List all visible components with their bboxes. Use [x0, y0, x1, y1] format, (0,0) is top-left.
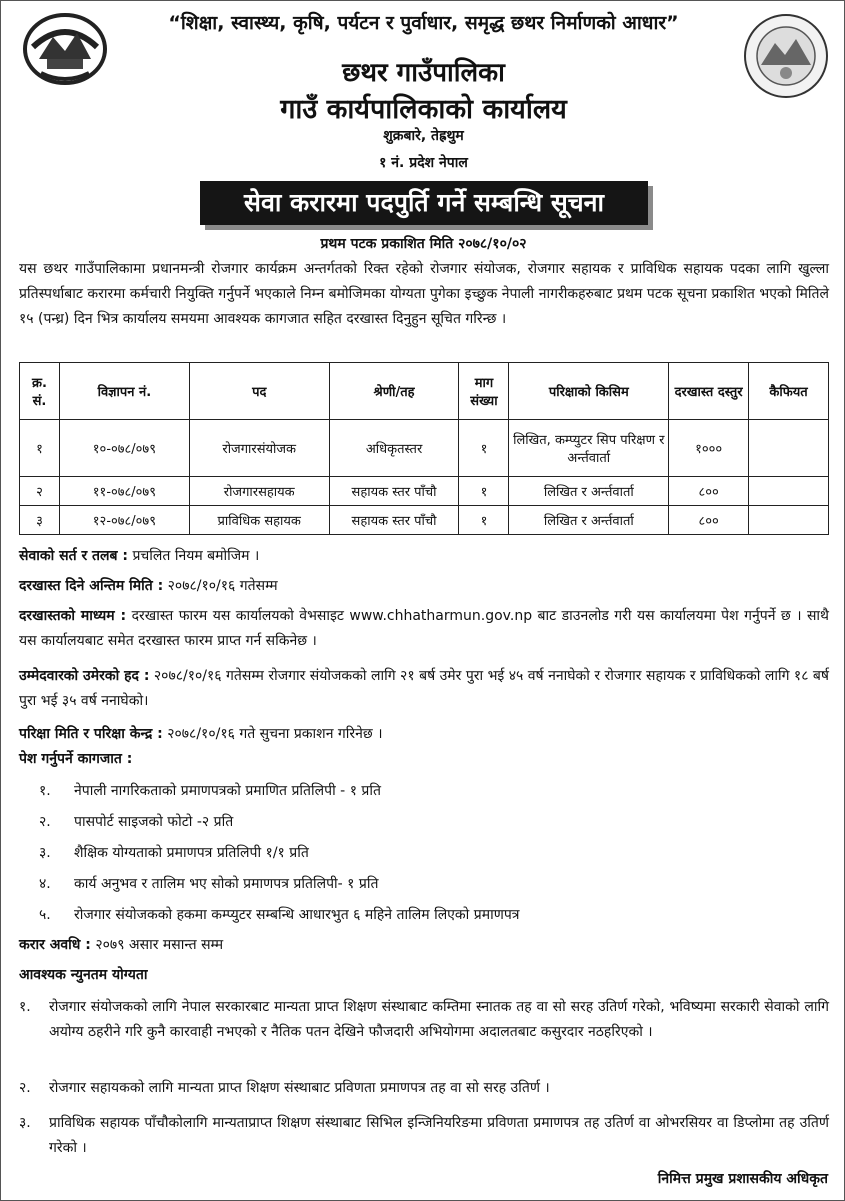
cell: रोजगारसहायक	[189, 477, 329, 506]
cell: लिखित र अर्न्तवार्ता	[509, 477, 669, 506]
age-limit-label: उम्मेदवारको उमेरको हद :	[19, 668, 150, 684]
col-serial: क्र. सं.	[20, 363, 60, 420]
contract-section	[19, 933, 829, 958]
cell: प्राविधिक सहायक	[189, 506, 329, 535]
address-line-1: शुक्रबारे, तेह्रथुम	[383, 128, 464, 144]
col-exam-type: परिक्षाको किसिम	[509, 363, 669, 420]
deadline-label: दरखास्त दिने अन्तिम मिति :	[19, 578, 164, 594]
cell: अधिकृतस्तर	[329, 420, 459, 477]
qualification-item: ३. प्राविधिक सहायक पाँचौकोलागि मान्यताप्राप्त शिक्षण संस्थाबाट सिभिल इन्जिनियरिङमा प्रविणता प्रमाणपत्र तह उतिर्ण वा ओभरसियर वा डिप्लोमा तह उतिर्ण गरेको ।	[19, 1115, 829, 1156]
cell: १	[20, 420, 60, 477]
contract-text: २०७९ असार मसान्त सम्म	[95, 937, 224, 953]
cell: १२-०७८/०७९	[59, 506, 189, 535]
cell: २	[20, 477, 60, 506]
table-row	[20, 506, 829, 535]
terms-text: प्रचलित नियम बमोजिम ।	[132, 548, 260, 564]
office-name: गाउँ कार्यपालिकाको कार्यालय	[280, 94, 567, 125]
cell: लिखित, कम्प्युटर सिप परिक्षण र अर्न्तवार्ता	[509, 420, 669, 477]
cell: १	[459, 420, 509, 477]
qualifications-label: आवश्यक न्युनतम योग्यता	[19, 967, 148, 983]
col-level: श्रेणी/तह	[329, 363, 459, 420]
vacancy-table	[19, 362, 829, 535]
cell	[749, 477, 829, 506]
cell	[749, 420, 829, 477]
list-item: १. नेपाली नागरिकताको प्रमाणपत्रको प्रमाणित प्रतिलिपी - १ प्रति	[39, 783, 381, 799]
cell: ३	[20, 506, 60, 535]
contract-label: करार अवधि :	[19, 937, 91, 953]
address-line-2: १ नं. प्रदेश नेपाल	[379, 155, 468, 171]
col-fee: दरखास्त दस्तुर	[669, 363, 749, 420]
cell: १०-०७८/०७९	[59, 420, 189, 477]
intro-paragraph: यस छथर गाउँपालिकामा प्रधानमन्त्री रोजगार कार्यक्रम अन्तर्गतको रिक्त रहेको रोजगार संयोजक, रोजगार सहायक र प्राविधिक सहायक पदका लागि खुल्ला प्रतिस्पर्धाबाट करारमा कर्मचारी नियुक्ति गर्नुपर्ने भएकाले निम्न बमोजिमका योग्यता पुगेका इच्छुक नेपाली नागरीकहरुबाट प्रथम पटक सूचना प्रकाशित भएको मितिले १५ (पन्ध्र) दिन भित्र कार्यालय समयमा आवश्यक कागजात सहित दरखास्त दिनुहुन सूचित गरिन्छ ।	[19, 261, 829, 327]
documents-heading	[19, 747, 829, 772]
list-item: ३. शैक्षिक योग्यताको प्रमाणपत्र प्रतिलिपी १/१ प्रति	[39, 845, 309, 861]
col-demand: माग संख्या	[459, 363, 509, 420]
medium-text: दरखास्त फारम यस कार्यालयको वेभसाइट www.chhatharmun.gov.np बाट डाउनलोड गरी यस कार्यालयमा पेश गर्नुपर्ने छ । साथै यस कार्यालयबाट समेत दरखास्त फारम प्राप्त गर्न सकिनेछ ।	[19, 608, 829, 649]
qualification-item: १. रोजगार संयोजकको लागि नेपाल सरकारबाट मान्यता प्राप्त शिक्षण संस्थाबाट कम्तिमा स्नातक तह वा सो सरह उतिर्ण गरेको, भविष्यमा सरकारी सेवाको लागि अयोग्य ठहरीने गरि कुनै कारवाही नभएको र नैतिक पतन देखिने फौजदारी अभियोगमा अदालतबाट कसुरदार नठहरिएको ।	[19, 999, 829, 1040]
col-post: पद	[189, 363, 329, 420]
table-header-row	[20, 363, 829, 420]
table-row	[20, 420, 829, 477]
list-item: ५. रोजगार संयोजकको हकमा कम्प्युटर सम्बन्धि आधारभुत ६ महिने तालिम लिएको प्रमाणपत्र	[39, 907, 520, 923]
cell: ८००	[669, 506, 749, 535]
notice-title: सेवा करारमा पदपुर्ति गर्ने सम्बन्धि सूचना	[200, 181, 648, 225]
nepal-emblem-icon	[19, 7, 111, 87]
motto: “शिक्षा, स्वास्थ्य, कृषि, पर्यटन र पुर्वाधार, समृद्ध छथर निर्माणको आधार”	[168, 12, 679, 34]
table-row	[20, 477, 829, 506]
exam-text: २०७८/१०/१६ गते सुचना प्रकाशन गरिनेछ ।	[167, 726, 383, 742]
cell: सहायक स्तर पाँचौ	[329, 506, 459, 535]
documents-label: पेश गर्नुपर्ने कागजात :	[19, 751, 133, 767]
cell: रोजगारसंयोजक	[189, 420, 329, 477]
cell: सहायक स्तर पाँचौ	[329, 477, 459, 506]
terms-section	[19, 544, 829, 569]
medium-label: दरखास्तको माध्यम :	[19, 608, 127, 624]
list-item: ४. कार्य अनुभव र तालिम भए सोको प्रमाणपत्र प्रतिलिपी- १ प्रति	[39, 876, 379, 892]
exam-label: परिक्षा मिति र परिक्षा केन्द्र :	[19, 726, 163, 742]
medium-section	[19, 604, 829, 654]
col-ad-number: विज्ञापन नं.	[59, 363, 189, 420]
municipality-name: छथर गाउँपालिका	[342, 58, 505, 88]
age-limit-section	[19, 664, 829, 714]
cell: १	[459, 506, 509, 535]
col-remarks: कैफियत	[749, 363, 829, 420]
deadline-text: २०७८/१०/१६ गतेसम्म	[167, 578, 278, 594]
terms-label: सेवाको सर्त र तलब :	[19, 548, 128, 564]
cell: लिखित र अर्न्तवार्ता	[509, 506, 669, 535]
deadline-section	[19, 574, 829, 599]
signature-title: निमित्त प्रमुख प्रशासकीय अधिकृत	[657, 1171, 828, 1187]
age-limit-text: २०७८/१०/१६ गतेसम्म रोजगार संयोजकको लागि २१ बर्ष उमेर पुरा भई ४५ वर्ष ननाघेको र रोजगार सहायक र प्राविधिकको लागि १८ बर्ष पुरा भई ३५ वर्ष ननाघेको।	[19, 668, 830, 709]
municipality-seal-icon	[741, 11, 831, 101]
exam-section	[19, 722, 829, 747]
cell: ८००	[669, 477, 749, 506]
qualification-item: २. रोजगार सहायकको लागि मान्यता प्राप्त शिक्षण संस्थाबाट प्रविणता प्रमाणपत्र तह वा सो सरह उतिर्ण ।	[19, 1080, 550, 1096]
cell: १०००	[669, 420, 749, 477]
documents-list	[39, 776, 829, 931]
list-item: २. पासपोर्ट साइजको फोटो -२ प्रति	[39, 814, 234, 830]
publish-date: प्रथम पटक प्रकाशित मिति २०७८/१०/०२	[320, 236, 527, 252]
cell: ११-०७८/०७९	[59, 477, 189, 506]
cell	[749, 506, 829, 535]
cell: १	[459, 477, 509, 506]
qualifications-heading	[19, 963, 829, 988]
